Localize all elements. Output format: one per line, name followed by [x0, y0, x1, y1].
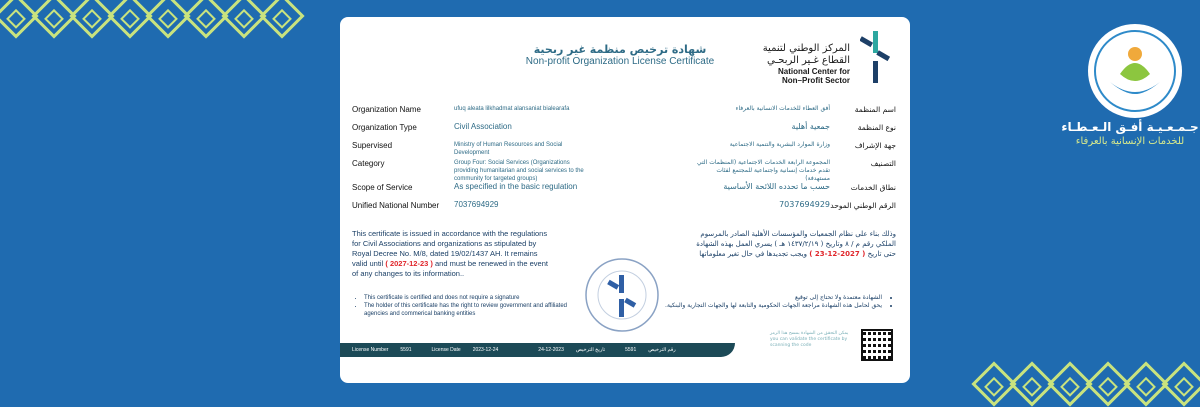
- validity-text-en-2: and must be renewed in the event of any changes to its information..: [352, 259, 548, 278]
- field-label-ar: الرقم الوطني الموحد: [830, 201, 896, 210]
- verify-note-en: you can validate the certificate by scanning the code: [770, 337, 848, 348]
- license-number-ar-value: 5591: [625, 347, 637, 353]
- field-value-ar: وزارة الموارد البشرية والتنمية الاجتماعية: [729, 141, 830, 148]
- field-label-en: Scope of Service: [352, 183, 413, 192]
- association-name: جـمـعـيـة أفـق الـعـطـاء: [1061, 120, 1199, 134]
- field-label-ar: نطاق الخدمات: [850, 183, 896, 192]
- license-number-label: License Number: [352, 347, 389, 353]
- field-value-en: Group Four: Social Services (Organizations providing humanitarian and social services to the community for targeted groups): [454, 160, 584, 182]
- ncnp-logo-icon: [860, 31, 890, 83]
- field-label-ar: جهة الإشراف: [854, 141, 896, 150]
- field-label-ar: التصنيف: [870, 159, 896, 168]
- diamond-ornament: [145, 0, 190, 39]
- ncnp-name-block: [763, 43, 850, 85]
- field-value-ar: المجموعة الرابعة الخدمات الاجتماعية (المنظمات التي تقدم خدمات إنسانية واجتماعية للمجتمع لفئات مستهدفة): [696, 159, 830, 182]
- diamond-ornament: [183, 0, 228, 39]
- ncnp-name-en-2: Non–Profit Sector: [781, 76, 850, 85]
- license-number-ar-label: رقم الترخيص: [648, 347, 676, 353]
- license-date-ar-value: 24-12-2023: [538, 347, 564, 353]
- field-value-en: Civil Association: [454, 122, 512, 131]
- validity-text-ar-2: ويجب تجديدها في حال تغير معلوماتها: [699, 250, 808, 258]
- license-footer-bar: [340, 343, 735, 357]
- certificate-title-en: Non-profit Organization License Certificate: [525, 56, 715, 67]
- field-value-ar: 7037694929: [779, 200, 830, 209]
- diamond-ornament: [0, 0, 39, 39]
- certificate-title-ar: شهادة ترخيص منظمة غير ربحية: [533, 43, 707, 56]
- validity-statement-en: [352, 229, 552, 279]
- field-value-en: As specified in the basic regulation: [454, 182, 578, 191]
- ncnp-name-en-1: National Center for: [777, 67, 850, 76]
- field-label-en: Category: [352, 159, 385, 168]
- field-value-ar: أفق العطاء للخدمات الانسانية بالعرفاء: [735, 105, 830, 112]
- field-value-ar: جمعية أهلية: [791, 122, 830, 131]
- field-label-en: Unified National Number: [352, 201, 440, 210]
- validity-statement-ar: [696, 229, 896, 259]
- qr-code-icon[interactable]: [861, 329, 893, 361]
- license-certificate: [340, 17, 910, 383]
- note-item: • يحق لحامل هذه الشهادة مراجعة الجهات الحكومية والتابعة لها والجهات التجارية والبنكية.: [662, 302, 882, 310]
- diamond-ornament: [31, 0, 76, 39]
- field-label-ar: نوع المنظمة: [857, 123, 896, 132]
- license-date-ar-label: تاريخ الترخيص: [575, 347, 606, 353]
- note-item: • The holder of this certificate has the right to review government and affiliated agencies and commerical banking entities: [364, 302, 584, 318]
- note-item: • الشهادة معتمدة ولا تحتاج إلى توقيع: [662, 294, 882, 302]
- validity-text-ar-1: وذلك بناء على نظام الجمعيات والمؤسسات الأهلية الصادر بالمرسوم الملكي رقم م / ٨ وتاريخ ( ١٤٣٧/٢/١٩ هـ ) يسري العمل بهذه الشهادة حتى تاريخ: [696, 230, 896, 258]
- official-seal-icon: [582, 255, 662, 335]
- notes-list-ar: [662, 294, 892, 310]
- field-value-en: 7037694929: [454, 200, 499, 209]
- validity-text-en-1: This certificate is issued in accordance with the regulations for Civil Associations and organizations as stipulated by Royal Decree No. M/8, dated 19/02/1437 AH. It remains valid until: [352, 229, 548, 268]
- field-value-en: ufuq aleata lilkhadmat alansaniat bialearafa: [454, 106, 570, 112]
- field-value-en: Ministry of Human Resources and Social Development: [454, 142, 563, 156]
- association-logo-ring: [1094, 30, 1176, 112]
- license-date-label: License Date: [431, 347, 461, 353]
- license-number-value: 5591: [400, 347, 412, 353]
- field-label-en: Organization Type: [352, 123, 417, 132]
- association-tagline: للخدمات الإنسانية بالعرفاء: [1075, 136, 1185, 147]
- decorative-pattern-top: [0, 0, 298, 32]
- field-value-ar: حسب ما تحدده اللائحة الأساسية: [723, 182, 830, 191]
- diamond-ornament: [107, 0, 152, 39]
- field-label-en: Organization Name: [352, 105, 421, 114]
- license-date-value: 2023-12-24: [472, 347, 499, 353]
- diamond-ornament: [69, 0, 114, 39]
- diamond-ornament: [259, 0, 304, 39]
- field-label-ar: اسم المنظمة: [854, 105, 896, 114]
- ncnp-name-ar-2: القطاع غـير الربحـي: [767, 55, 850, 66]
- ncnp-name-ar-1: المركز الوطني لتنمية: [762, 43, 850, 54]
- expiry-date-ar: ( 2027-12-23 ): [809, 250, 866, 258]
- verify-note-ar: يمكن التحقق من الشهادة بمسح هذا الرمز: [770, 331, 849, 336]
- verify-note: [770, 331, 860, 349]
- field-label-en: Supervised: [352, 141, 393, 150]
- hands-heart-icon: [1096, 32, 1174, 110]
- expiry-date-en: ( 2027-12-23 ): [385, 259, 433, 268]
- decorative-pattern-bottom: [978, 368, 1200, 400]
- note-item: • This certificate is certified and does not require a signature: [364, 294, 584, 302]
- diamond-ornament: [221, 0, 266, 39]
- notes-list-en: [354, 294, 584, 318]
